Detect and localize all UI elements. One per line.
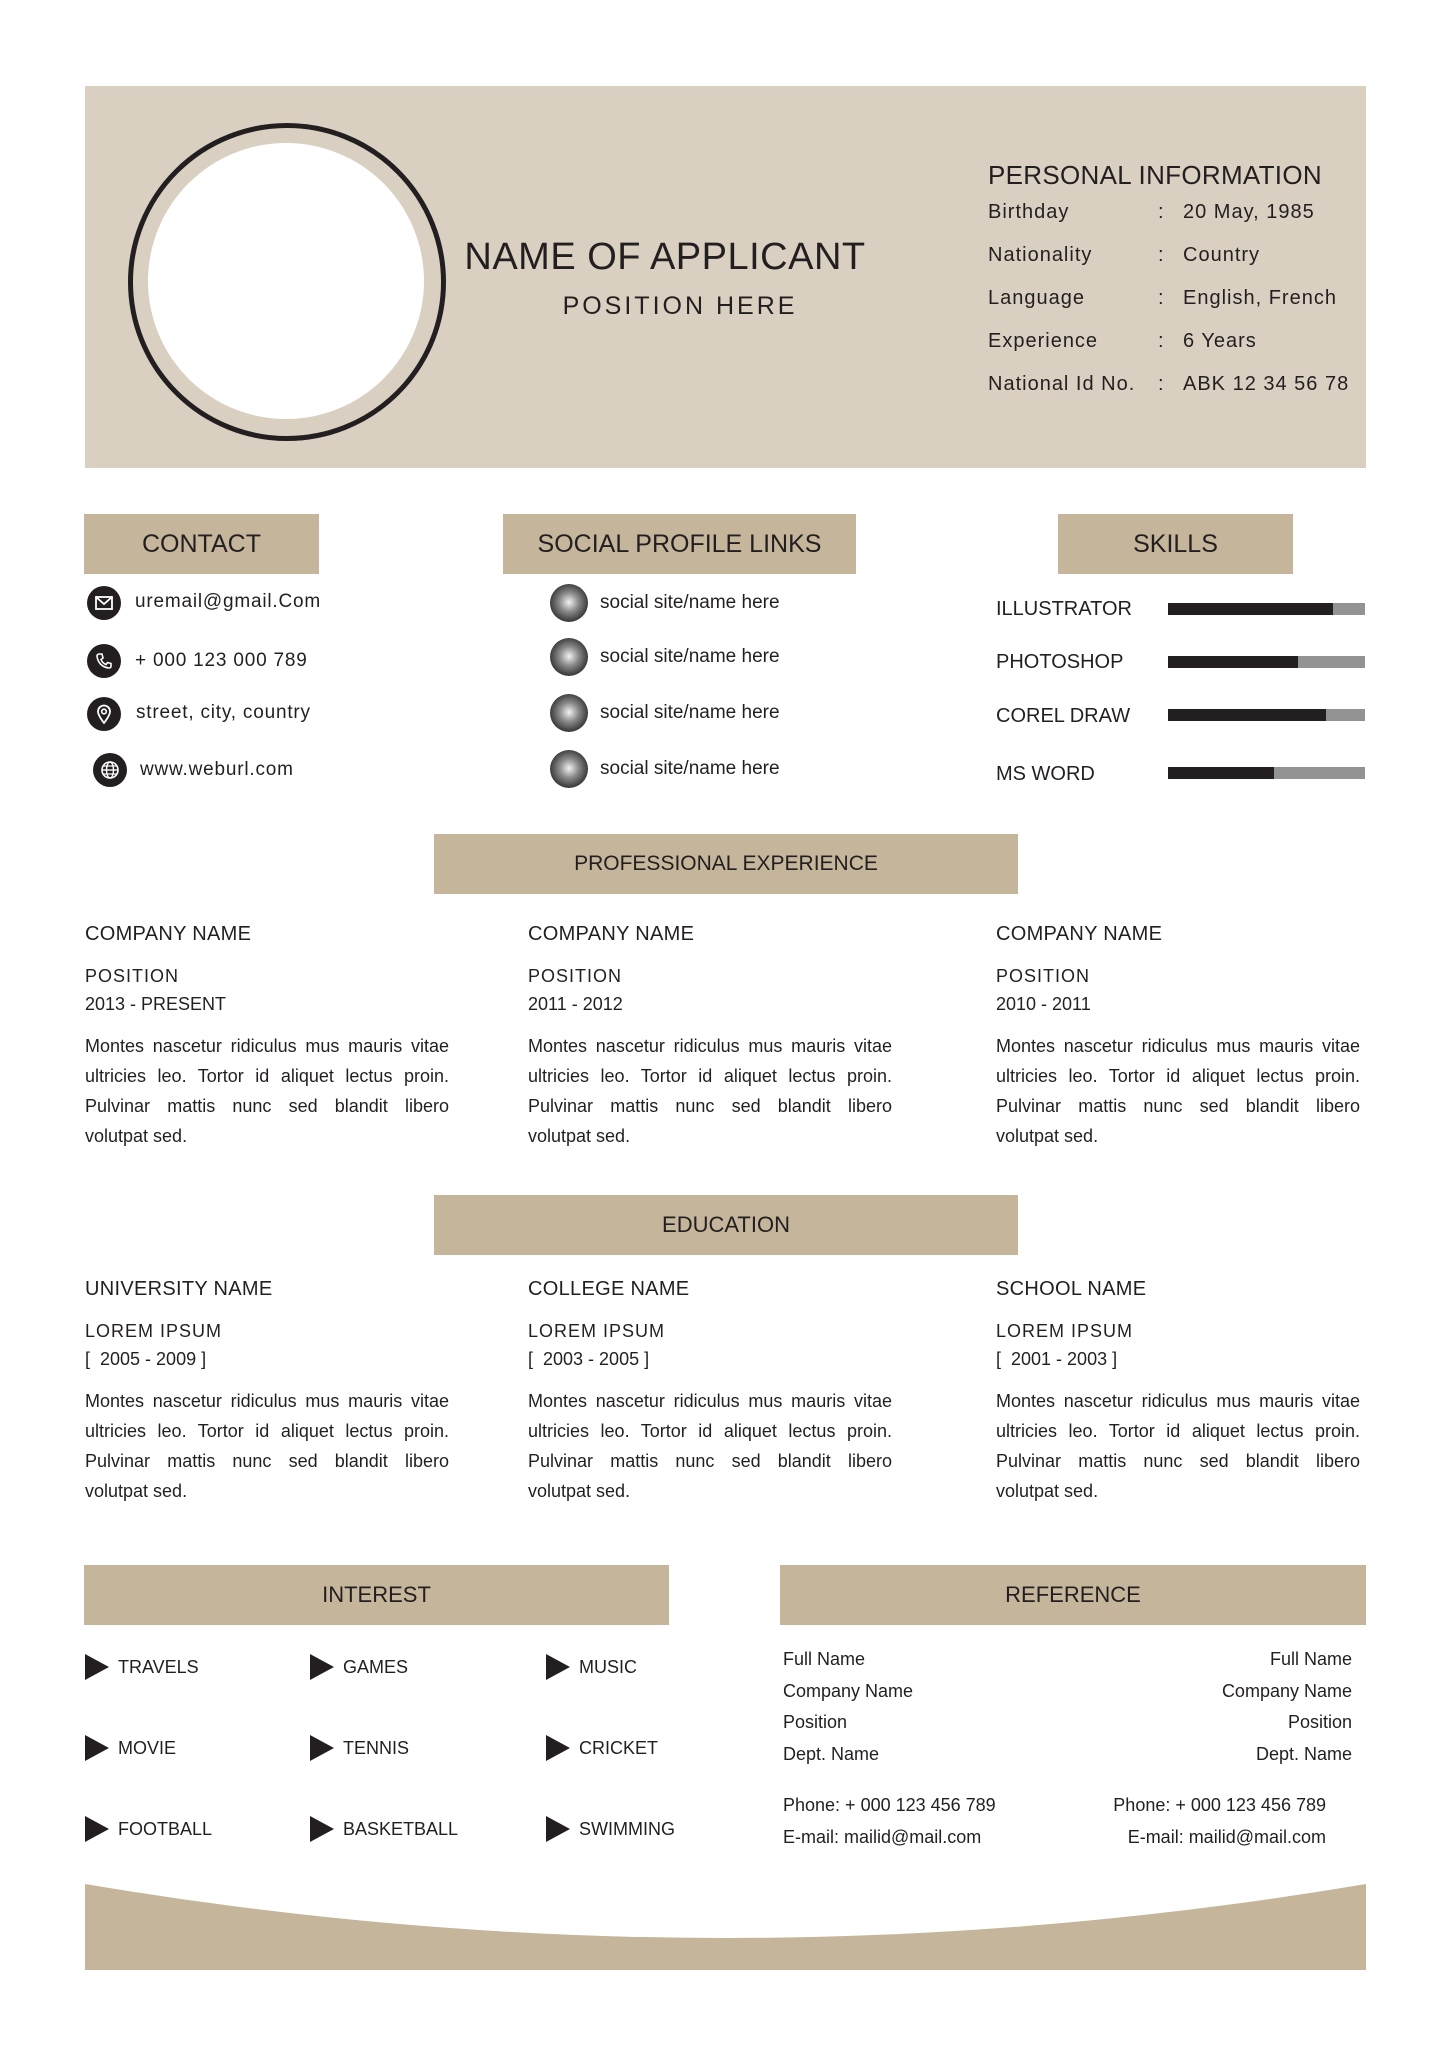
reference-phone: Phone: + 000 123 456 789 [1113,1795,1326,1815]
job-description: Montes nascetur ridiculus mus mauris vitae ultricies leo. Tortor id aliquet lectus proin. Pulvinar mattis nunc sed blandit libero volutpat sed. [85,1036,449,1146]
contact-section-title: CONTACT [84,514,319,574]
education-description: Montes nascetur ridiculus mus mauris vitae ultricies leo. Tortor id aliquet lectus proin. Pulvinar mattis nunc sed blandit libero volutpat sed. [85,1391,449,1501]
personal-info-label: Experience [988,330,1099,352]
company-name: COMPANY NAME [528,923,695,945]
education-dates: [ 2001 - 2003 ] [996,1349,1118,1369]
personal-info-label: Language [988,287,1085,309]
skill-bar [1168,603,1365,615]
reference-left [783,1644,996,1853]
play-arrow-icon [85,1654,109,1680]
social-link[interactable]: social site/name here [600,758,780,779]
interest-label: GAMES [343,1656,409,1677]
interest-label: TENNIS [343,1737,410,1758]
personal-info-value: ABK 12 34 56 78 [1183,373,1350,395]
reference-phone: Phone: + 000 123 456 789 [783,1795,996,1815]
education-dates: [ 2005 - 2009 ] [85,1349,207,1369]
job-position: POSITION [528,966,623,986]
social-link[interactable]: social site/name here [600,702,780,723]
interest-item [546,1654,637,1680]
skill-name: MS WORD [996,763,1095,785]
interest-item [85,1816,212,1842]
reference-full-name: Full Name [1269,1649,1352,1669]
interest-label: BASKETBALL [343,1818,459,1839]
interest-item [310,1816,458,1842]
interest-label: MOVIE [118,1737,177,1758]
reference-position: Position [783,1712,848,1732]
education-description: Montes nascetur ridiculus mus mauris vitae ultricies leo. Tortor id aliquet lectus proin. Pulvinar mattis nunc sed blandit libero volutpat sed. [996,1391,1360,1501]
personal-info-value: 20 May, 1985 [1183,201,1315,223]
social-bullet-icon [550,638,588,676]
personal-info-title: PERSONAL INFORMATION [988,160,1322,190]
interest-item [85,1654,199,1680]
experience-section-title: PROFESSIONAL EXPERIENCE [434,834,1018,894]
skill-name: PHOTOSHOP [996,651,1124,673]
skill-bar-fill [1168,767,1274,779]
job-description: Montes nascetur ridiculus mus mauris vitae ultricies leo. Tortor id aliquet lectus proin. Pulvinar mattis nunc sed blandit libero volutpat sed. [528,1036,892,1146]
interest-item [310,1735,409,1761]
interest-label: CRICKET [579,1737,659,1758]
degree: LOREM IPSUM [996,1321,1134,1341]
social-link[interactable]: social site/name here [600,646,780,667]
job-position: POSITION [85,966,180,986]
reference-company: Company Name [1221,1680,1352,1701]
interest-label: MUSIC [579,1656,637,1677]
reference-section-title: REFERENCE [780,1565,1366,1625]
personal-info-label: Nationality [988,244,1093,266]
interest-item [546,1735,658,1761]
reference-full-name: Full Name [783,1649,866,1669]
contact-address: street, city, country [136,702,311,723]
play-arrow-icon [546,1654,570,1680]
envelope-icon [87,586,121,620]
location-pin-icon [87,697,121,731]
social-section-title: SOCIAL PROFILE LINKS [503,514,856,574]
reference-position: Position [1287,1712,1352,1732]
play-arrow-icon [85,1816,109,1842]
personal-info-separator: : [1158,330,1165,352]
skill-bar [1168,709,1365,721]
reference-company: Company Name [783,1680,914,1701]
reference-dept: Dept. Name [783,1743,880,1764]
personal-info-separator: : [1158,287,1165,309]
play-arrow-icon [310,1735,334,1761]
job-dates: 2013 - PRESENT [85,994,227,1014]
applicant-position: POSITION HERE [562,292,798,320]
interest-item [85,1735,176,1761]
contact-phone[interactable]: + 000 123 000 789 [135,650,308,671]
reference-dept: Dept. Name [1255,1743,1352,1764]
personal-info-label: Birthday [988,201,1070,223]
personal-info-value: 6 Years [1183,330,1257,352]
social-bullet-icon [550,694,588,732]
interest-section-title: INTEREST [84,1565,669,1625]
job-dates: 2011 - 2012 [528,994,623,1014]
skill-bar [1168,767,1365,779]
institution-name: UNIVERSITY NAME [85,1278,273,1300]
interest-label: SWIMMING [579,1818,675,1839]
play-arrow-icon [546,1816,570,1842]
personal-info-value: Country [1183,244,1261,266]
personal-info-separator: : [1158,201,1165,223]
degree: LOREM IPSUM [85,1321,223,1341]
job-position: POSITION [996,966,1091,986]
institution-name: SCHOOL NAME [996,1278,1147,1300]
skill-name: COREL DRAW [996,705,1131,727]
globe-icon [93,753,127,787]
reference-email[interactable]: E-mail: mailid@mail.com [1127,1826,1326,1847]
phone-icon [87,644,121,678]
footer-wave [85,1882,1366,1970]
education-dates: [ 2003 - 2005 ] [528,1349,650,1369]
skill-bar-fill [1168,656,1298,668]
skills-section-title: SKILLS [1058,514,1293,574]
institution-name: COLLEGE NAME [528,1278,690,1300]
education-section-title: EDUCATION [434,1195,1018,1255]
interest-label: TRAVELS [118,1656,199,1677]
photo-placeholder [148,143,424,419]
personal-info-label: National Id No. [988,373,1136,395]
skill-bar-fill [1168,709,1326,721]
job-dates: 2010 - 2011 [996,994,1091,1014]
reference-right [1113,1644,1352,1853]
personal-info-value: English, French [1183,287,1337,309]
social-bullet-icon [550,584,588,622]
social-bullet-icon [550,750,588,788]
skill-bar-fill [1168,603,1333,615]
contact-email[interactable]: uremail@gmail.Com [135,591,321,612]
job-description: Montes nascetur ridiculus mus mauris vitae ultricies leo. Tortor id aliquet lectus proin. Pulvinar mattis nunc sed blandit libero volutpat sed. [996,1036,1360,1146]
company-name: COMPANY NAME [996,923,1163,945]
contact-website[interactable]: www.weburl.com [140,759,294,780]
play-arrow-icon [310,1816,334,1842]
interest-item [546,1816,675,1842]
reference-email[interactable]: E-mail: mailid@mail.com [783,1826,982,1847]
play-arrow-icon [546,1735,570,1761]
applicant-name: NAME OF APPLICANT [464,236,866,278]
degree: LOREM IPSUM [528,1321,666,1341]
social-link[interactable]: social site/name here [600,592,780,613]
personal-info-separator: : [1158,373,1165,395]
skill-bar [1168,656,1365,668]
company-name: COMPANY NAME [85,923,252,945]
personal-info-separator: : [1158,244,1165,266]
interest-item [310,1654,408,1680]
play-arrow-icon [85,1735,109,1761]
play-arrow-icon [310,1654,334,1680]
education-description: Montes nascetur ridiculus mus mauris vitae ultricies leo. Tortor id aliquet lectus proin. Pulvinar mattis nunc sed blandit libero volutpat sed. [528,1391,892,1501]
interest-label: FOOTBALL [118,1818,213,1839]
skill-name: ILLUSTRATOR [996,598,1132,620]
